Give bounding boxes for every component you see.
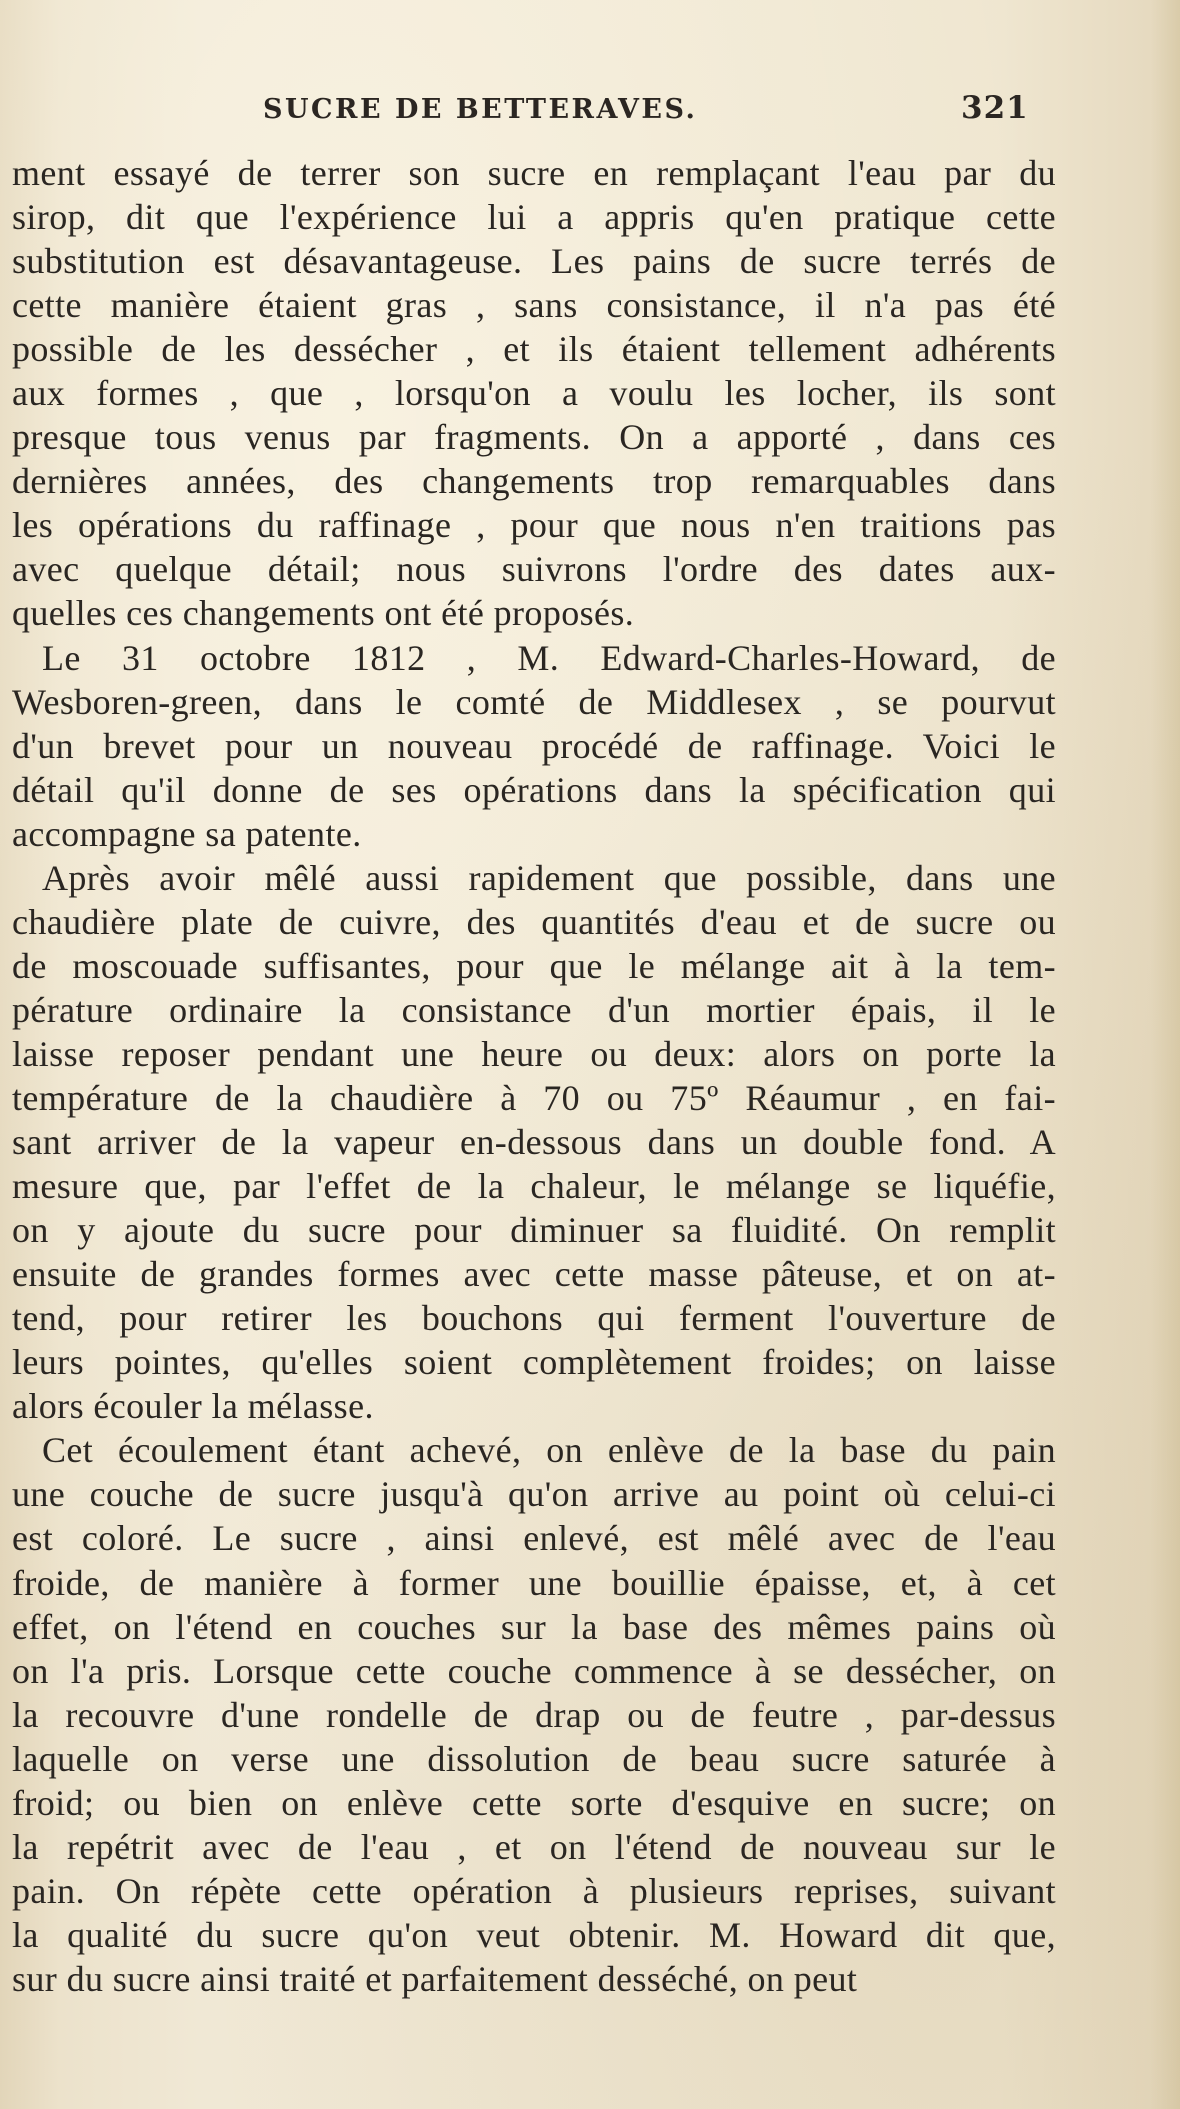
- text-line: Wesboren-green, dans le comté de Middlesex , se pourvut: [12, 681, 1056, 722]
- text-line: tend, pour retirer les bouchons qui ferment l'ouverture de: [12, 1298, 1056, 1339]
- text-line: laisse reposer pendant une heure ou deux: alors on porte la: [12, 1033, 1056, 1074]
- text-line: cette manière étaient gras , sans consistance, il n'a pas été: [12, 285, 1056, 326]
- text-line: ensuite de grandes formes avec cette masse pâteuse, et on at-: [12, 1254, 1056, 1295]
- text-line: la repétrit avec de l'eau , et on l'étend de nouveau sur le: [12, 1826, 1056, 1867]
- text-line: température de la chaudière à 70 ou 75º Réaumur , en fai-: [12, 1077, 1056, 1118]
- text-line: de moscouade suffisantes, pour que le mélange ait à la tem-: [12, 945, 1056, 986]
- text-line: les opérations du raffinage , pour que nous n'en traitions pas: [12, 505, 1056, 546]
- text-line: chaudière plate de cuivre, des quantités d'eau et de sucre ou: [12, 901, 1056, 942]
- text-line: ment essayé de terrer son sucre en remplaçant l'eau par du: [12, 153, 1056, 193]
- text-line: substitution est désavantageuse. Les pains de sucre terrés de: [12, 241, 1056, 282]
- paragraph: [12, 1428, 1056, 2001]
- paragraph: [12, 856, 1056, 1429]
- text-line: sur du sucre ainsi traité et parfaitement desséché, on peut: [12, 1958, 858, 1999]
- text-line: détail qu'il donne de ses opérations dans la spécification qui: [12, 769, 1056, 810]
- text-line: pain. On répète cette opération à plusieurs reprises, suivant: [12, 1870, 1056, 1911]
- text-line: leurs pointes, qu'elles soient complètement froides; on laisse: [12, 1342, 1056, 1383]
- text-line: on l'a pris. Lorsque cette couche commence à se dessécher, on: [12, 1650, 1056, 1691]
- text-line: sant arriver de la vapeur en-dessous dans un double fond. A: [12, 1122, 1056, 1163]
- text-line: Le 31 octobre 1812 , M. Edward-Charles-Howard, de: [42, 637, 1056, 678]
- text-line: la recouvre d'une rondelle de drap ou de feutre , par-dessus: [12, 1694, 1056, 1735]
- text-line: alors écouler la mélasse.: [12, 1386, 374, 1427]
- text-line: froid; ou bien on enlève cette sorte d'esquive en sucre; on: [12, 1782, 1056, 1823]
- text-line: quelles ces changements ont été proposés.: [12, 593, 635, 634]
- text-line: possible de les dessécher , et ils étaient tellement adhérents: [12, 329, 1056, 370]
- text-line: dernières années, des changements trop remarquables dans: [12, 461, 1056, 502]
- text-line: la qualité du sucre qu'on veut obtenir. M. Howard dit que,: [12, 1914, 1056, 1955]
- text-line: aux formes , que , lorsqu'on a voulu les locher, ils sont: [12, 373, 1056, 414]
- text-line: accompagne sa patente.: [12, 813, 362, 854]
- page-header: [0, 88, 1180, 138]
- page-number: 321: [961, 90, 1029, 126]
- text-line: presque tous venus par fragments. On a apporté , dans ces: [12, 417, 1056, 458]
- text-line: pérature ordinaire la consistance d'un mortier épais, il le: [12, 989, 1056, 1030]
- text-line: avec quelque détail; nous suivrons l'ordre des dates aux-: [12, 549, 1056, 590]
- text-line: mesure que, par l'effet de la chaleur, le mélange se liquéfie,: [12, 1166, 1056, 1207]
- text-line: sirop, dit que l'expérience lui a appris qu'en pratique cette: [12, 197, 1056, 238]
- text-line: d'un brevet pour un nouveau procédé de raffinage. Voici le: [12, 725, 1056, 766]
- text-line: est coloré. Le sucre , ainsi enlevé, est mêlé avec de l'eau: [12, 1518, 1056, 1559]
- text-line: laquelle on verse une dissolution de beau sucre saturée à: [12, 1738, 1056, 1779]
- paragraph: [12, 151, 1056, 636]
- text-line: Cet écoulement étant achevé, on enlève de la base du pain: [42, 1430, 1056, 1471]
- text-line: effet, on l'étend en couches sur la base des mêmes pains où: [12, 1606, 1056, 1647]
- paragraph: [12, 636, 1056, 856]
- text-line: une couche de sucre jusqu'à qu'on arrive au point où celui-ci: [12, 1474, 1056, 1515]
- text-line: Après avoir mêlé aussi rapidement que possible, dans une: [42, 857, 1056, 898]
- running-title: SUCRE DE BETTERAVES.: [263, 94, 698, 125]
- body-text: [12, 151, 1056, 2001]
- text-line: froide, de manière à former une bouillie épaisse, et, à cet: [12, 1562, 1056, 1603]
- text-line: on y ajoute du sucre pour diminuer sa fluidité. On remplit: [12, 1210, 1056, 1251]
